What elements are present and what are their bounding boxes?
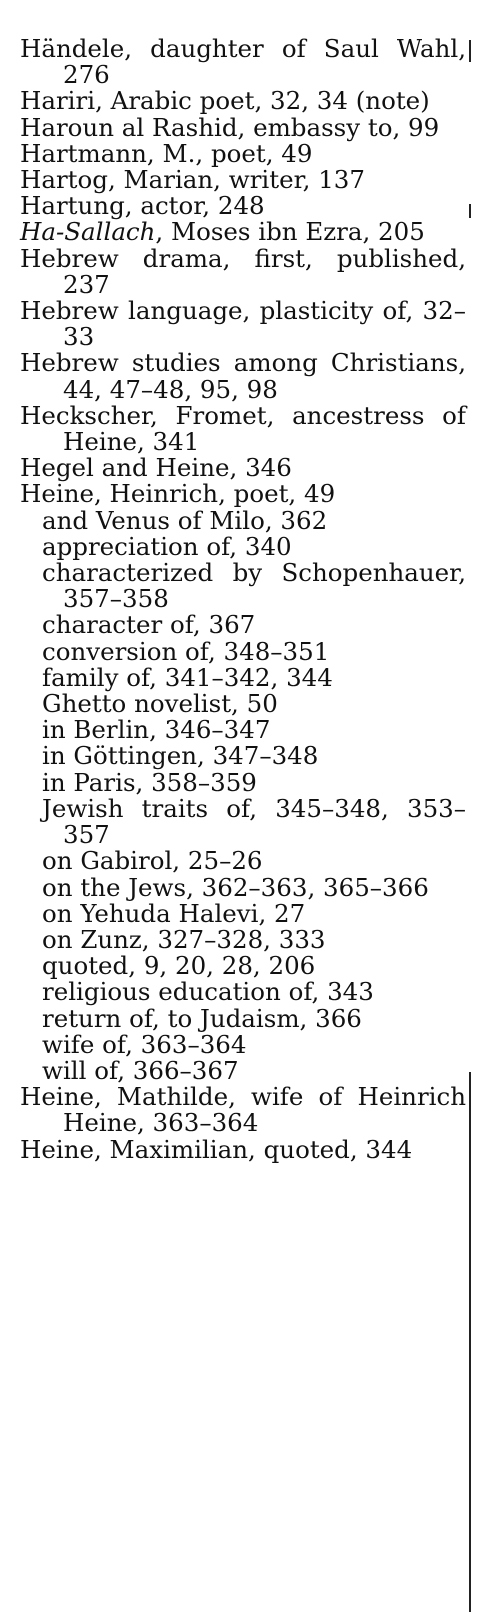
entry-text: return of, to Judaism, 366 bbox=[42, 1003, 362, 1033]
index-subentry bbox=[20, 505, 466, 535]
index-entry bbox=[20, 298, 466, 350]
index-subentry bbox=[20, 636, 466, 666]
entry-text: Heine, Maximilian, quoted, 344 bbox=[20, 1134, 413, 1164]
index-subentry bbox=[20, 1003, 466, 1033]
entry-text: in Berlin, 346–347 bbox=[42, 715, 271, 745]
entry-text: Haroun al Rashid, embassy to, 99 bbox=[20, 112, 440, 142]
index-entry bbox=[20, 167, 466, 193]
index-subentry bbox=[20, 560, 466, 612]
index-entry bbox=[20, 88, 466, 114]
index-subentry bbox=[20, 691, 466, 717]
index-entry bbox=[20, 1084, 466, 1136]
index-subentry bbox=[20, 848, 466, 874]
margin-rule-bottom bbox=[469, 1072, 471, 1612]
entry-text: will of, 366–367 bbox=[42, 1055, 239, 1085]
index-subentry bbox=[20, 953, 466, 979]
entry-text: characterized by Schopenhauer, 357–358 bbox=[42, 558, 466, 614]
entry-text: Jewish traits of, 345–348, 353–357 bbox=[42, 793, 466, 850]
index-entry bbox=[20, 350, 466, 402]
entry-text: Hartung, actor, 248 bbox=[20, 191, 265, 221]
entry-text: , Moses ibn Ezra, 205 bbox=[155, 217, 425, 247]
entry-text: Hebrew drama, first, published, 237 bbox=[20, 243, 466, 299]
index-subentry bbox=[20, 767, 466, 797]
entry-text: in Göttingen, 347–348 bbox=[42, 741, 319, 771]
entry-text: on Gabirol, 25–26 bbox=[42, 846, 263, 876]
index-subentry bbox=[20, 979, 466, 1005]
index-subentry bbox=[20, 924, 466, 954]
index-subentry bbox=[20, 717, 466, 743]
index-subentry bbox=[20, 612, 466, 638]
index-subentry bbox=[20, 793, 466, 850]
entry-text: on Yehuda Halevi, 27 bbox=[42, 898, 306, 928]
index-entry bbox=[20, 243, 466, 299]
entry-italic-title: Ha-Sallach bbox=[20, 217, 156, 247]
index-subentry bbox=[20, 1055, 466, 1085]
index-column bbox=[20, 36, 466, 1163]
index-subentry bbox=[20, 872, 466, 902]
entry-text: quoted, 9, 20, 28, 206 bbox=[42, 951, 316, 981]
index-subentry bbox=[20, 743, 466, 769]
index-subentry bbox=[20, 1029, 466, 1059]
entry-text: conversion of, 348–351 bbox=[42, 636, 330, 666]
entry-text: and Venus of Milo, 362 bbox=[42, 505, 328, 535]
index-entry bbox=[20, 193, 466, 219]
entry-text: Heine, Heinrich, poet, 49 bbox=[20, 479, 336, 509]
entry-text: Hartmann, M., poet, 49 bbox=[20, 138, 313, 168]
entry-text: wife of, 363–364 bbox=[42, 1029, 247, 1059]
index-entry bbox=[20, 36, 466, 88]
margin-rule-top bbox=[469, 40, 471, 62]
entry-text: on Zunz, 327–328, 333 bbox=[42, 924, 326, 954]
index-entry bbox=[20, 1134, 466, 1164]
entry-text: Ghetto novelist, 50 bbox=[42, 689, 278, 719]
index-entry bbox=[20, 138, 466, 168]
entry-text: Hegel and Heine, 346 bbox=[20, 453, 292, 483]
entry-text: on the Jews, 362–363, 365–366 bbox=[42, 872, 429, 902]
entry-text: Heine, Mathilde, wife of Heinrich Heine, 363–364 bbox=[20, 1082, 466, 1138]
index-subentry bbox=[20, 898, 466, 928]
index-entry bbox=[20, 481, 466, 507]
entry-text: Händele, daughter of Saul Wahl, 276 bbox=[20, 34, 466, 90]
entry-text: character of, 367 bbox=[42, 610, 256, 640]
margin-rule-mid bbox=[469, 204, 471, 218]
index-entry bbox=[20, 112, 466, 142]
entry-text: Hariri, Arabic poet, 32, 34 (note) bbox=[20, 86, 430, 116]
entry-text: family of, 341–342, 344 bbox=[42, 662, 333, 692]
index-subentry bbox=[20, 531, 466, 561]
entry-text: Hebrew studies among Christians, 44, 47–48, 95, 98 bbox=[20, 348, 466, 404]
entry-text: religious education of, 343 bbox=[42, 977, 374, 1007]
entry-text: Hartog, Marian, writer, 137 bbox=[20, 165, 365, 195]
index-entry bbox=[20, 455, 466, 481]
index-subentry bbox=[20, 662, 466, 692]
entry-text: appreciation of, 340 bbox=[42, 531, 292, 561]
index-entry bbox=[20, 400, 466, 457]
entry-text: Heckscher, Fromet, ancestress of Heine, 341 bbox=[20, 400, 466, 457]
entry-text: in Paris, 358–359 bbox=[42, 767, 257, 797]
index-entry bbox=[20, 219, 466, 245]
entry-text: Hebrew language, plasticity of, 32–33 bbox=[20, 296, 466, 352]
